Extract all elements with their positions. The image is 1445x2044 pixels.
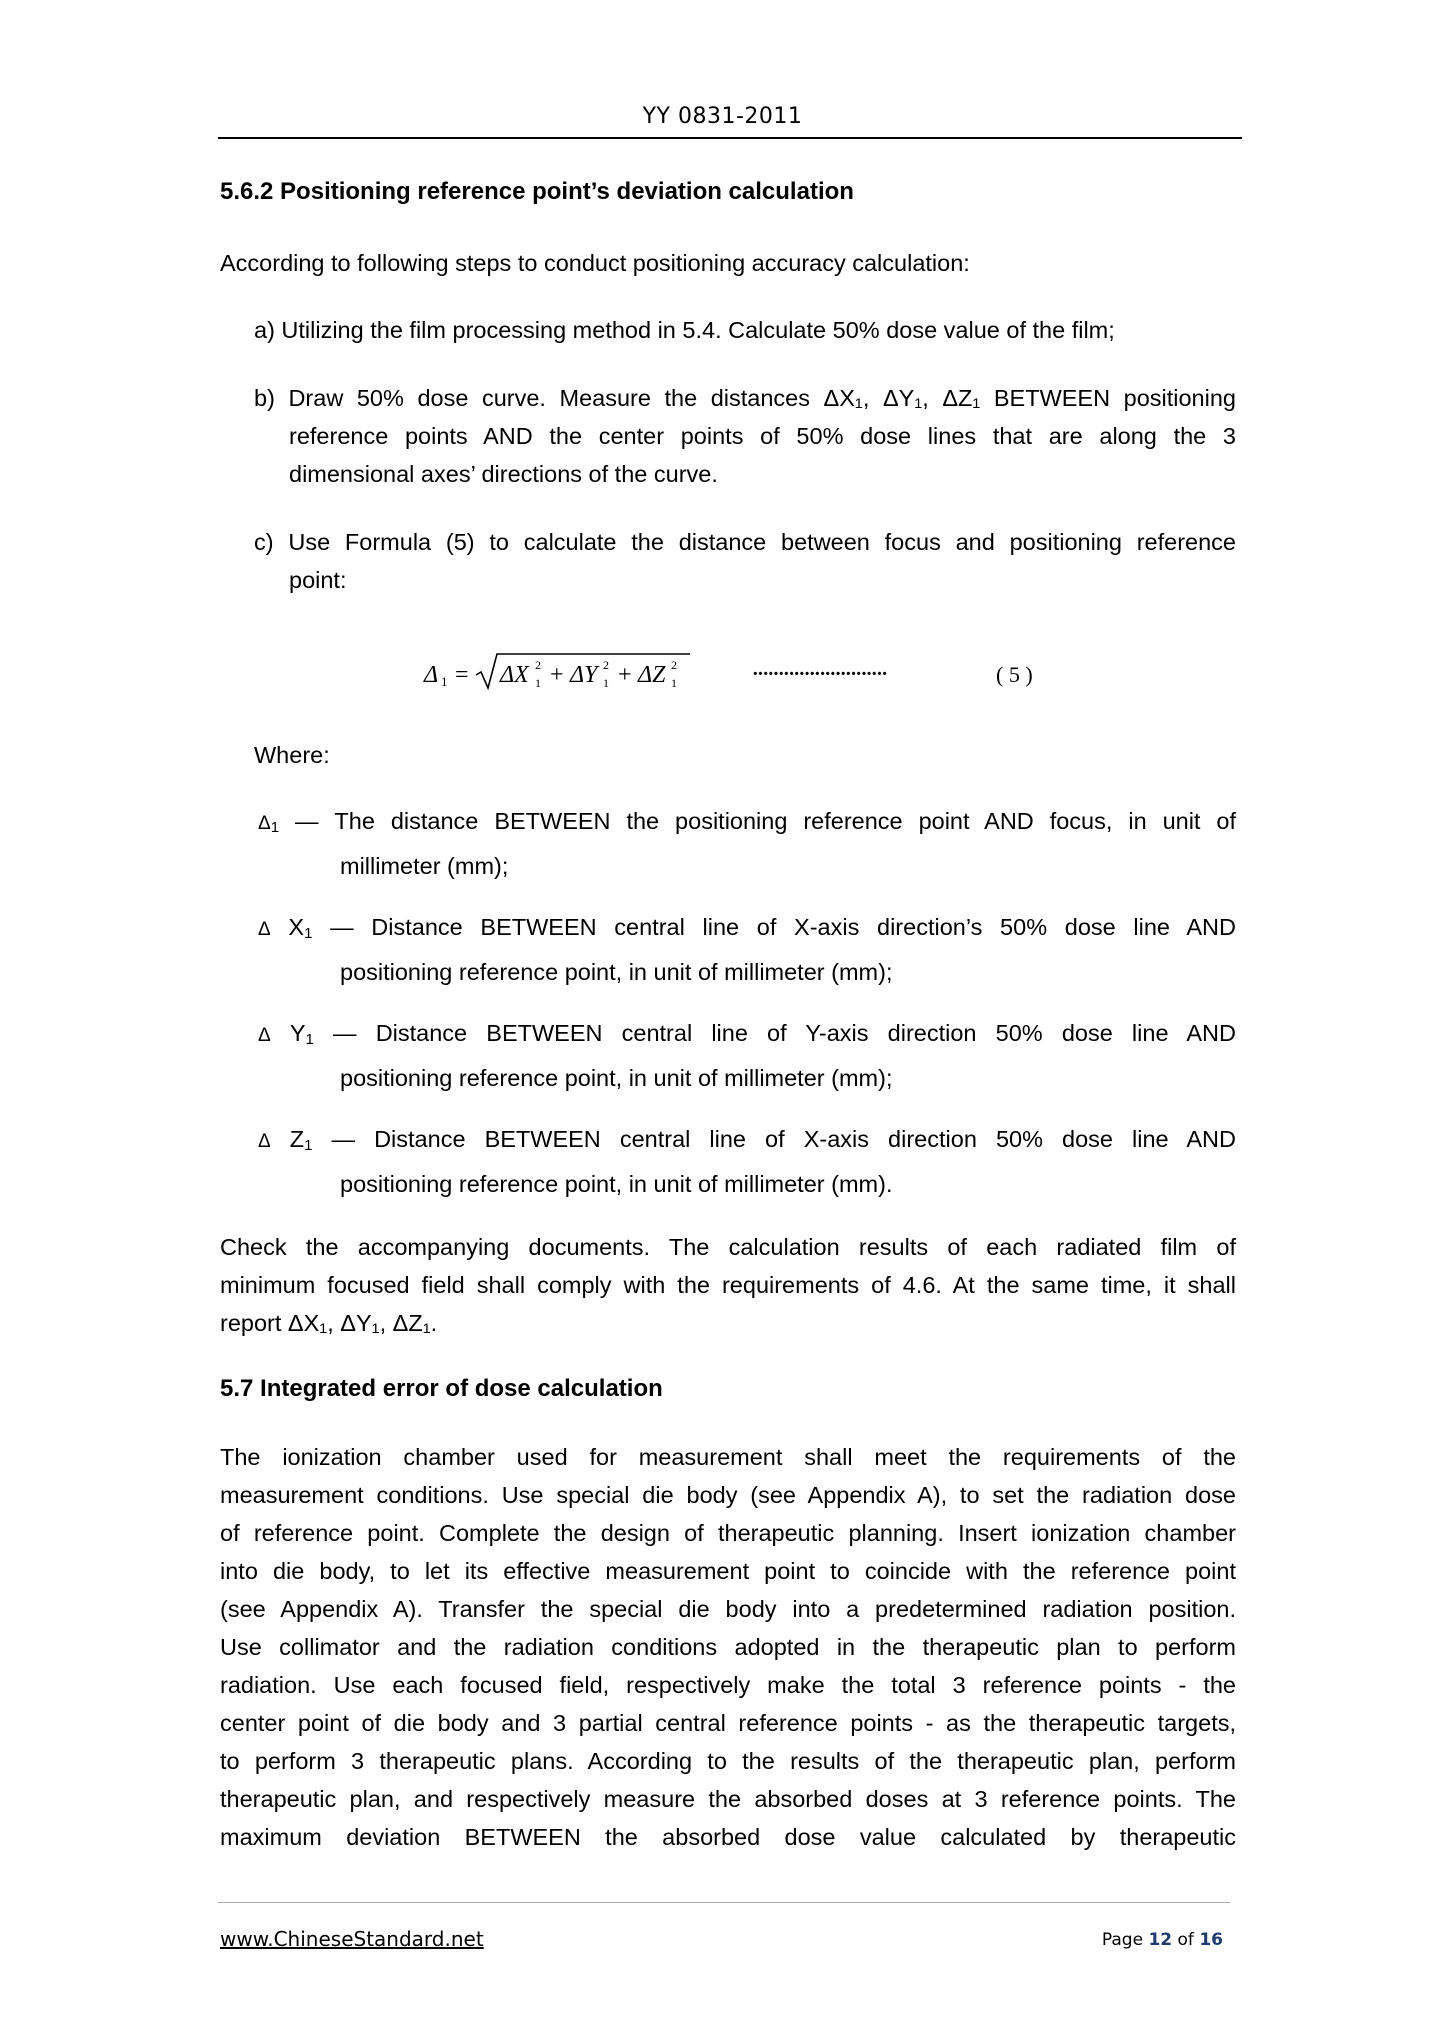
definition-text-cont: positioning reference point, in unit of millimeter (mm). bbox=[340, 1171, 893, 1197]
body-line: (see Appendix A). Transfer the special die body into a predetermined radiation position. bbox=[220, 1596, 1236, 1622]
section-5-7-heading: 5.7 Integrated error of dose calculation bbox=[220, 1375, 663, 1402]
definition-delta-y1 bbox=[258, 1014, 1236, 1097]
body-line: Use collimator and the radiation conditions adopted in the therapeutic plan to perform bbox=[220, 1634, 1236, 1660]
step-b-line-2: reference points AND the center points of 50% dose lines that are along the 3 bbox=[289, 423, 1236, 449]
step-c-line-1: c) Use Formula (5) to calculate the distance between focus and positioning reference bbox=[254, 529, 1236, 555]
formula-sub-y: 1 bbox=[603, 676, 609, 690]
definition-sub: 1 bbox=[304, 925, 313, 942]
footer-website-link[interactable]: www.ChineseStandard.net bbox=[220, 1927, 484, 1951]
section-5-6-2-heading: 5.6.2 Positioning reference point’s deviation calculation bbox=[220, 178, 854, 205]
body-line: center point of die body and 3 partial central reference points - as the therapeutic targets, bbox=[220, 1710, 1236, 1736]
definition-text: — Distance BETWEEN central line of X-axis direction’s 50% dose line AND bbox=[330, 914, 1236, 940]
definition-sub: 1 bbox=[305, 1031, 314, 1048]
delta-symbol: Δ bbox=[258, 813, 271, 834]
definition-text-cont: millimeter (mm); bbox=[340, 853, 509, 879]
delta-symbol: Δ bbox=[258, 919, 271, 940]
page-of: of bbox=[1177, 1930, 1194, 1950]
definition-text-cont: positioning reference point, in unit of millimeter (mm); bbox=[340, 1065, 893, 1091]
definition-text-cont: positioning reference point, in unit of millimeter (mm); bbox=[340, 959, 893, 985]
formula-plus-1: + bbox=[550, 662, 564, 688]
formula-term-z: ΔZ bbox=[638, 662, 666, 688]
formula-sup-x: 2 bbox=[535, 658, 541, 672]
where-label: Where: bbox=[254, 742, 330, 768]
step-b-line-3: dimensional axes’ directions of the curve. bbox=[289, 461, 718, 487]
step-b-line-1: b) Draw 50% dose curve. Measure the distances ΔX₁, ΔY₁, ΔZ₁ BETWEEN positioning bbox=[254, 385, 1236, 411]
formula-leader-dots: ·························· bbox=[752, 663, 887, 685]
formula-5 bbox=[418, 648, 1058, 696]
definition-delta-1 bbox=[258, 802, 1236, 885]
intro-paragraph: According to following steps to conduct positioning accuracy calculation: bbox=[220, 250, 970, 276]
formula-lhs: Δ bbox=[424, 662, 439, 688]
standard-code: YY 0831-2011 bbox=[642, 104, 803, 129]
formula-number: ( 5 ) bbox=[996, 662, 1033, 687]
formula-equals: = bbox=[455, 662, 469, 688]
formula-sub-x: 1 bbox=[535, 676, 541, 690]
body-line: measurement conditions. Use special die body (see Appendix A), to set the radiation dose bbox=[220, 1482, 1236, 1508]
definition-var: Z bbox=[289, 1126, 305, 1152]
delta-symbol: Δ bbox=[258, 1025, 271, 1046]
definition-var: X bbox=[288, 914, 305, 940]
body-line: radiation. Use each focused field, respectively make the total 3 reference points - the bbox=[220, 1672, 1236, 1698]
definition-delta-z1 bbox=[258, 1120, 1236, 1203]
definition-sub: 1 bbox=[304, 1137, 313, 1154]
formula-sup-y: 2 bbox=[603, 658, 609, 672]
page-current: 12 bbox=[1148, 1930, 1173, 1950]
body-line: into die body, to let its effective measurement point to coincide with the reference point bbox=[220, 1558, 1236, 1584]
definition-text: — Distance BETWEEN central line of X-axis direction 50% dose line AND bbox=[331, 1126, 1236, 1152]
body-line: of reference point. Complete the design of therapeutic planning. Insert ionization chamber bbox=[220, 1520, 1236, 1546]
definition-sub: 1 bbox=[270, 819, 280, 836]
definition-text: — The distance BETWEEN the positioning reference point AND focus, in unit of bbox=[294, 808, 1236, 834]
formula-term-x: ΔX bbox=[500, 662, 529, 688]
delta-symbol: Δ bbox=[258, 1131, 271, 1152]
definition-text: — Distance BETWEEN central line of Y-axis direction 50% dose line AND bbox=[333, 1020, 1236, 1046]
check-line-2: minimum focused field shall comply with the requirements of 4.6. At the same time, it shall bbox=[220, 1272, 1236, 1298]
page-total: 16 bbox=[1199, 1930, 1223, 1950]
formula-lhs-sub: 1 bbox=[441, 674, 448, 689]
body-line: to perform 3 therapeutic plans. According to the results of the therapeutic plan, perform bbox=[220, 1748, 1236, 1774]
formula-sup-z: 2 bbox=[671, 658, 677, 672]
definition-delta-x1 bbox=[258, 908, 1236, 991]
page-number bbox=[1102, 1930, 1223, 1950]
step-a: a) Utilizing the film processing method in 5.4. Calculate 50% dose value of the film; bbox=[254, 317, 1115, 343]
formula-plus-2: + bbox=[618, 662, 632, 688]
formula-term-y: ΔY bbox=[570, 662, 598, 688]
check-line-3: report ΔX₁, ΔY₁, ΔZ₁. bbox=[220, 1310, 438, 1336]
page-prefix: Page bbox=[1101, 1930, 1144, 1950]
header-rule bbox=[218, 137, 1242, 139]
step-c-line-2: point: bbox=[289, 567, 347, 593]
body-line: maximum deviation BETWEEN the absorbed dose value calculated by therapeutic bbox=[220, 1824, 1236, 1850]
body-line: therapeutic plan, and respectively measure the absorbed doses at 3 reference points. The bbox=[220, 1786, 1236, 1812]
definition-var: Y bbox=[289, 1020, 306, 1046]
body-line: The ionization chamber used for measurement shall meet the requirements of the bbox=[220, 1444, 1236, 1470]
check-line-1: Check the accompanying documents. The calculation results of each radiated film of bbox=[220, 1234, 1236, 1260]
footer-rule bbox=[218, 1902, 1230, 1903]
formula-sub-z: 1 bbox=[671, 676, 677, 690]
